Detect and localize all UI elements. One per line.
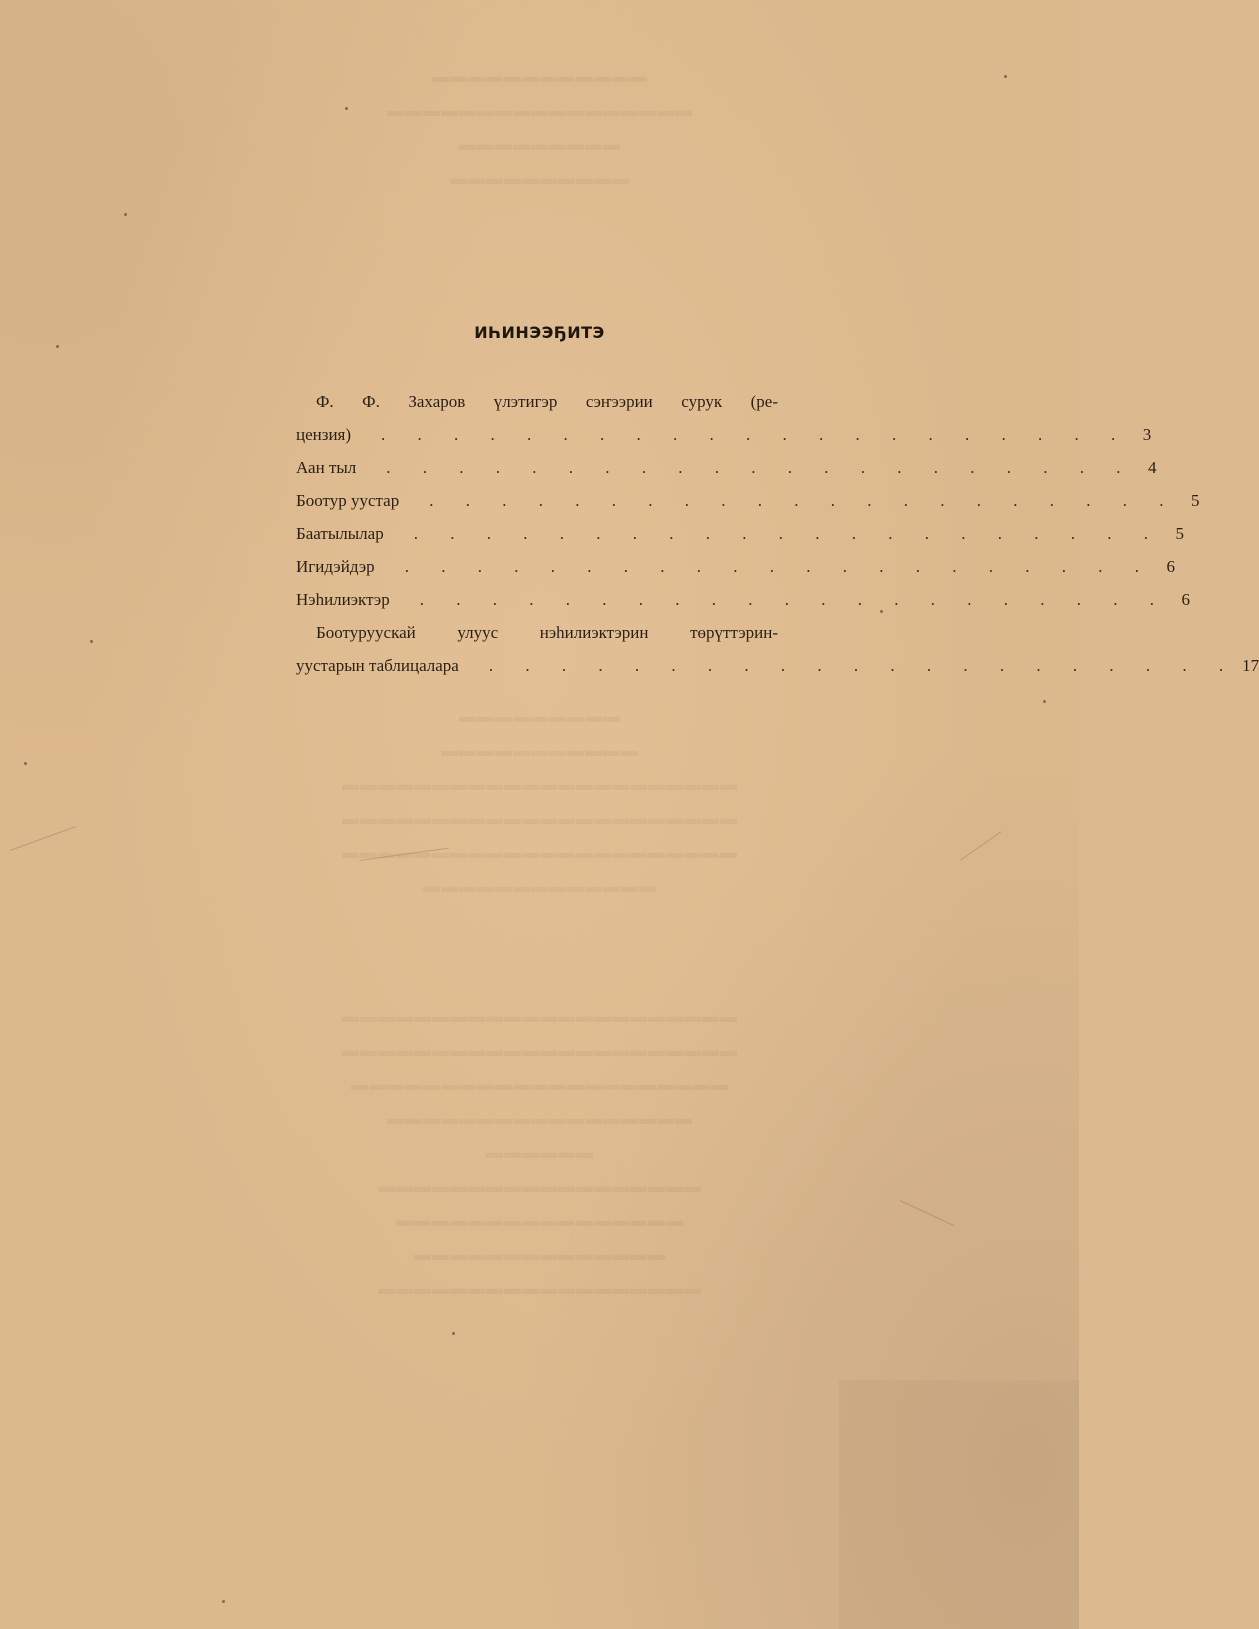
paper-fiber [960,831,1002,860]
toc-leader-dots: . . . . . . . . . . . . . . . . . . . . . [413,524,1162,543]
toc-page-number: 6 [1166,557,1175,576]
paper-speck [90,640,93,643]
toc-entry-label: Боотуруускай улуус нэһилиэктэрин төрүттэрин- [316,623,778,642]
paper-speck [124,213,127,216]
bleed-through-texture-top: ▬▬▬▬▬▬▬▬▬▬▬▬ ▬▬▬▬▬▬▬▬▬▬▬▬▬▬▬▬▬ ▬▬▬▬▬▬▬▬▬ ▬▬▬▬▬▬▬▬▬▬ [387,67,693,188]
page-title: ИҺИНЭЭҔИТЭ [474,323,605,342]
bleed-through-texture-bottom: ▬▬▬▬▬▬▬▬▬▬▬▬▬▬▬▬▬▬▬▬▬▬ ▬▬▬▬▬▬▬▬▬▬▬▬▬▬▬▬▬▬▬▬▬▬ ▬▬▬▬▬▬▬▬▬▬▬▬▬▬▬▬▬▬▬▬▬ ▬▬▬▬▬▬▬▬▬▬▬▬▬▬▬▬▬ ▬▬▬▬▬▬ ▬▬▬▬▬▬▬▬▬▬▬▬▬▬▬▬▬▬ ▬▬▬▬▬▬▬▬▬▬▬▬▬▬▬▬ ▬▬▬▬▬▬▬▬▬▬▬▬▬▬ ▬▬▬▬▬▬▬▬▬▬▬▬▬▬▬▬▬▬ [342,1007,738,1298]
toc-page-number: 17 [1242,656,1259,675]
bleed-through-texture-middle: ▬▬▬▬▬▬▬▬▬ ▬▬▬▬▬▬▬▬▬▬▬ ▬▬▬▬▬▬▬▬▬▬▬▬▬▬▬▬▬▬▬▬▬▬ ▬▬▬▬▬▬▬▬▬▬▬▬▬▬▬▬▬▬▬▬▬▬ ▬▬▬▬▬▬▬▬▬▬▬▬▬▬▬▬▬▬▬▬▬▬ ▬▬▬▬▬▬▬▬▬▬▬▬▬ [342,707,738,896]
paper-speck [1043,700,1046,703]
toc-entry-label: цензия) [296,425,352,444]
paper-speck [24,762,27,765]
toc-entry-line [296,425,1152,458]
toc-entry-label: Баатылылар [296,524,384,543]
paper-speck [452,1332,455,1335]
toc-entry-label: Боотур уустар [296,491,400,510]
toc-page-number: 5 [1175,524,1184,543]
toc-leader-dots: . . . . . . . . . . . . . . . . . . . . . [488,656,1238,675]
paper-fiber [10,826,76,851]
toc-entry [296,557,1175,590]
toc-entry-label: Ф. Ф. Захаров үлэтигэр сэҥээрии сурук (ре- [316,392,778,411]
paper-fiber [900,1200,955,1226]
toc-page-number: 4 [1148,458,1157,477]
toc-entry-label: Аан тыл [296,458,357,477]
paper-speck [222,1600,225,1603]
toc-entry [296,590,1190,623]
toc-leader-dots: . . . . . . . . . . . . . . . . . . . . . [404,557,1153,576]
toc-page-number: 6 [1181,590,1190,609]
toc-leader-dots: . . . . . . . . . . . . . . . . . . . . . [386,458,1135,477]
toc-entry-line [296,392,778,425]
toc-page-number: 3 [1142,425,1152,444]
paper-speck [880,610,883,613]
toc-leader-dots: . . . . . . . . . . . . . . . . . . . . . [381,425,1130,444]
paper-speck [1004,75,1007,78]
paper-speck [345,107,348,110]
toc-entry-label: Нэһилиэктэр [296,590,390,609]
paper-speck [56,345,59,348]
paper-stain [839,1380,1079,1629]
toc-page-number: 5 [1190,491,1200,510]
toc-entry-line [296,656,1259,689]
table-of-contents [296,392,1259,689]
toc-entry [296,458,1157,491]
toc-leader-dots: . . . . . . . . . . . . . . . . . . . . . [419,590,1168,609]
toc-entry [296,524,1184,557]
toc-entry [296,491,1200,524]
paper-fiber [360,847,449,861]
toc-leader-dots: . . . . . . . . . . . . . . . . . . . . . [429,491,1178,510]
toc-entry-label: Игидэйдэр [296,557,375,576]
toc-entry-line [296,623,778,656]
toc-entry-label: уустарын таблицалара [296,656,459,675]
